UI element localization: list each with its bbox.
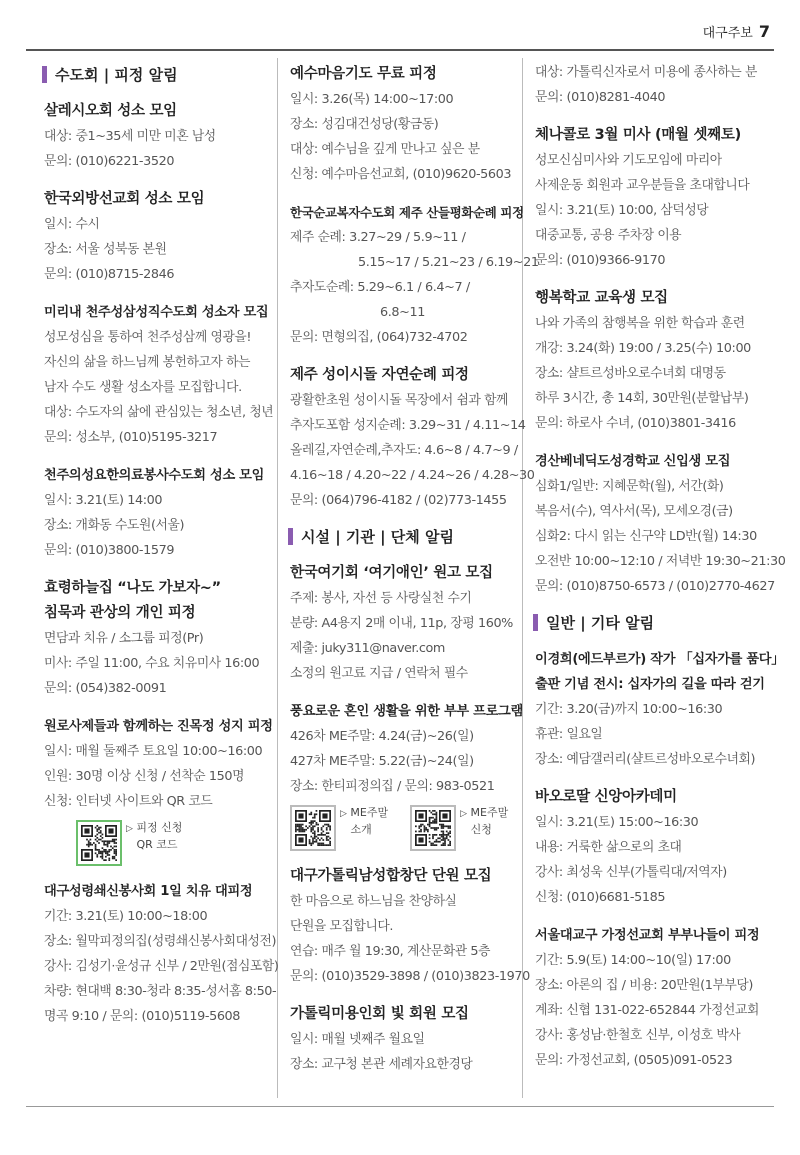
column-2 [290, 58, 539, 1090]
notice-line: 문의: 가정선교회, (0505)091-0523 [535, 1053, 733, 1068]
section-heading: 수도회 | 피정 알림 [44, 64, 282, 85]
notice-line: 기간: 5.9(토) 14:00~10(일) 17:00 [535, 953, 731, 968]
section-heading: 일반 | 기타 알림 [535, 612, 773, 633]
notice-line: 문의: (010)8715-2846 [44, 267, 175, 282]
section-bar-icon [533, 614, 538, 631]
notice-line: 대상: 가톨릭신자로서 미용에 종사하는 분 [535, 65, 757, 80]
notice-line: 일시: 매월 둘째주 토요일 10:00~16:00 [44, 744, 263, 759]
notice-item [535, 785, 773, 910]
notice-line: 문의: 성소부, (010)5195-3217 [44, 430, 218, 445]
notice-line: 장소: 한티피정의집 / 문의: 983-0521 [290, 779, 495, 794]
qr-label: ▷ ME주말 소개 [340, 806, 389, 836]
notice-title: 대구성령쇄신봉사회 1일 치유 대피정 [44, 884, 253, 899]
notice-line: 문의: (010)3529-3898 / (010)3823-1970 [290, 969, 530, 984]
notice-line: 단원을 모집합니다. [290, 919, 394, 934]
notice-line: 휴관: 일요일 [535, 727, 603, 742]
notice-line: 일시: 3.21(토) 14:00 [44, 493, 163, 508]
column-3 [535, 58, 786, 1086]
notice-line: 신청: 인터넷 사이트와 QR 코드 [44, 794, 213, 809]
notice-line: 문의: (010)6221-3520 [44, 154, 175, 169]
notice-line: 심화2: 다시 읽는 신구약 LD반(월) 14:30 [535, 529, 757, 544]
notice-line: 계좌: 신협 131-022-652844 가정선교회 [535, 1003, 759, 1018]
notice-title: 바오로딸 신앙아카데미 [535, 789, 677, 805]
notice-line: 주제: 봉사, 자선 등 사랑실천 수기 [290, 591, 472, 606]
notice-line: 개강: 3.24(화) 19:00 / 3.25(수) 10:00 [535, 341, 751, 356]
notice-title: 서울대교구 가정선교회 부부나들이 피정 [535, 928, 760, 943]
notice-line: 제출: juky311@naver.com [290, 641, 446, 656]
notice-line: 심화1/일반: 지혜문학(월), 서간(화) [535, 479, 724, 494]
notice-item [44, 879, 282, 1029]
notice-line: 대상: 중1~35세 미만 미혼 남성 [44, 129, 216, 144]
qr-code-icon[interactable] [290, 805, 336, 851]
qr-label: ▷ ME주말 신청 [460, 806, 509, 836]
notice-line: 4.16~18 / 4.20~22 / 4.24~26 / 4.28~30 [290, 468, 535, 483]
column-1 [44, 58, 282, 1042]
notice-line: 분량: A4용지 2매 이내, 11p, 장평 160% [290, 616, 513, 631]
notice-title: 한국순교복자수도회 제주 산들평화순례 피정 [290, 205, 524, 220]
notice-line: 장소: 월막피정의집(성령쇄신봉사회대성전) [44, 934, 277, 949]
notice-item [44, 187, 282, 287]
notice-line: 올레길,자연순례,추자도: 4.6~8 / 4.7~9 / [290, 443, 518, 458]
notice-line: 장소: 서울 성북동 본원 [44, 242, 167, 257]
notice-subtitle: 침묵과 관상의 개인 피정 [44, 605, 196, 621]
section-bar-icon [288, 528, 293, 545]
notice-line: 일시: 3.26(목) 14:00~17:00 [290, 92, 454, 107]
notice-item [44, 300, 282, 450]
notice-line: 문의: (010)8750-6573 / (010)2770-4627 [535, 579, 775, 594]
notice-line: 문의: (054)382-0091 [44, 681, 167, 696]
qr-code-icon[interactable] [410, 805, 456, 851]
notice-item [535, 923, 773, 1073]
notice-title: 대구가톨릭남성합창단 단원 모집 [290, 868, 492, 884]
notice-item [290, 363, 535, 513]
header-label [703, 22, 770, 41]
notice-line: 장소: 교구청 본관 세례자요한경당 [290, 1057, 473, 1072]
notice-line: 인원: 30명 이상 신청 / 선착순 150명 [44, 769, 245, 784]
qr-row [76, 820, 282, 866]
header-divider [26, 49, 774, 51]
notice-title: 미리내 천주성삼성직수도회 성소자 모집 [44, 305, 269, 320]
notice-line: 장소: 샬트르성바오로수녀회 대명동 [535, 366, 726, 381]
notice-line: 제주 순례: 3.27~29 / 5.9~11 / [290, 230, 466, 245]
notice-title: 풍요로운 혼인 생활을 위한 부부 프로그램 [290, 704, 523, 719]
notice-line: 대중교통, 공용 주차장 이용 [535, 228, 682, 243]
page-header [0, 0, 800, 52]
qr-code-icon[interactable] [76, 820, 122, 866]
notice-line: 장소: 아론의 집 / 비용: 20만원(1부부당) [535, 978, 753, 993]
notice-line: 연습: 매주 월 19:30, 계산문화관 5층 [290, 944, 491, 959]
notice-item [290, 62, 528, 187]
notice-line: 문의: (010)9366-9170 [535, 253, 666, 268]
notice-item [290, 561, 528, 686]
notice-item [290, 699, 528, 851]
notice-line: 강사: 김성기·윤성규 신부 / 2만원(점심포함) [44, 959, 279, 974]
page-number: 7 [758, 22, 770, 41]
notice-line: 차량: 현대백 8:30-청라 8:35-성서홈 8:50- [44, 984, 277, 999]
notice-line: 하루 3시간, 총 14회, 30만원(분할납부) [535, 391, 749, 406]
notice-line: 성모신심미사와 기도모임에 마리아 [535, 153, 722, 168]
notice-subtitle: 출판 기념 전시: 십자가의 길을 따라 걷기 [535, 677, 765, 692]
notice-line: 신청: (010)6681-5185 [535, 890, 666, 905]
notice-item [535, 449, 786, 599]
notice-line: 6.8~11 [380, 305, 425, 320]
notice-line: 장소: 성김대건성당(황금동) [290, 117, 439, 132]
notice-line: 남자 수도 생활 성소자를 모집합니다. [44, 380, 242, 395]
notice-line: 면담과 치유 / 소그룹 피정(Pr) [44, 631, 204, 646]
notice-title: 경산베네딕도성경학교 신입생 모집 [535, 454, 731, 469]
notice-item [535, 286, 773, 436]
notice-item [290, 1002, 528, 1077]
notice-line: 일시: 수시 [44, 217, 100, 232]
notice-line: 추자도포함 성지순례: 3.29~31 / 4.11~14 [290, 418, 526, 433]
notice-line: 사제운동 회원과 교우분들을 초대합니다 [535, 178, 750, 193]
notice-line: 자신의 삶을 하느님께 봉헌하고자 하는 [44, 355, 251, 370]
notice-line: 426차 ME주말: 4.24(금)~26(일) [290, 729, 474, 744]
notice-title: 가톨릭미용인회 빛 회원 모집 [290, 1006, 469, 1022]
notice-title: 이경희(에드부르가) 작가 「십자가를 품다」 [535, 652, 785, 667]
notice-line: 대상: 수도자의 삶에 관심있는 청소년, 청년 [44, 405, 274, 420]
notice-line: 미사: 주일 11:00, 수요 치유미사 16:00 [44, 656, 260, 671]
notice-title: 한국여기회 ‘여기애인’ 원고 모집 [290, 565, 493, 581]
notice-title: 효령하늘집 “나도 가보자~” [44, 580, 221, 596]
notice-line: 기간: 3.21(토) 10:00~18:00 [44, 909, 208, 924]
notice-line: 강사: 최성욱 신부(가톨릭대/저역자) [535, 865, 727, 880]
notice-line: 나와 가족의 참행복을 위한 학습과 훈련 [535, 316, 745, 331]
notice-item [535, 647, 785, 772]
notice-line: 5.15~17 / 5.21~23 / 6.19~21 [358, 255, 539, 270]
notice-line: 신청: 예수마음선교회, (010)9620-5603 [290, 167, 512, 182]
publication-title: 대구주보 [702, 26, 753, 41]
notice-item [535, 60, 773, 110]
notice-line: 광활한초원 성이시돌 목장에서 쉼과 함께 [290, 393, 509, 408]
notice-line: 문의: 면형의집, (064)732-4702 [290, 330, 468, 345]
notice-title: 한국외방선교회 성소 모임 [44, 191, 205, 207]
notice-line: 일시: 매월 넷째주 월요일 [290, 1032, 425, 1047]
notice-line: 문의: 하로사 수녀, (010)3801-3416 [535, 416, 736, 431]
qr-label: ▷ 피정 신청 QR 코드 [126, 821, 183, 851]
notice-item [290, 864, 528, 989]
notice-line: 기간: 3.20(금)까지 10:00~16:30 [535, 702, 723, 717]
notice-line: 427차 ME주말: 5.22(금)~24(일) [290, 754, 474, 769]
qr-row [290, 805, 528, 851]
notice-line: 일시: 3.21(토) 15:00~16:30 [535, 815, 699, 830]
notice-item [535, 123, 773, 273]
notice-line: 내용: 거룩한 삶으로의 초대 [535, 840, 682, 855]
footer-divider [26, 1106, 774, 1107]
notice-item [290, 200, 539, 350]
notice-line: 오전반 10:00~12:10 / 저녁반 19:30~21:30 [535, 554, 786, 569]
notice-line: 복음서(수), 역사서(목), 모세오경(금) [535, 504, 733, 519]
notice-line: 한 마음으로 하느님을 찬양하실 [290, 894, 457, 909]
notice-title: 제주 성이시돌 자연순례 피정 [290, 367, 469, 383]
notice-line: 문의: (010)3800-1579 [44, 543, 175, 558]
section-heading: 시설 | 기관 | 단체 알림 [290, 526, 528, 547]
notice-line: 장소: 예담갤러리(샬트르성바오로수녀회) [535, 752, 756, 767]
section-bar-icon [42, 66, 47, 83]
notice-line: 강사: 홍성남·한철호 신부, 이성호 박사 [535, 1028, 741, 1043]
notice-title: 예수마음기도 무료 피정 [290, 66, 437, 82]
notice-title: 행복학교 교육생 모집 [535, 290, 668, 306]
notice-line: 문의: (064)796-4182 / (02)773-1455 [290, 493, 507, 508]
notice-title: 천주의성요한의료봉사수도회 성소 모임 [44, 468, 265, 483]
notice-line: 추자도순례: 5.29~6.1 / 6.4~7 / [290, 280, 470, 295]
notice-line: 성모성심을 통하여 천주성삼께 영광을! [44, 330, 252, 345]
notice-line: 일시: 3.21(토) 10:00, 삼덕성당 [535, 203, 709, 218]
notice-line: 명곡 9:10 / 문의: (010)5119-5608 [44, 1009, 241, 1024]
notice-item [44, 576, 282, 701]
notice-line: 장소: 개화동 수도원(서울) [44, 518, 185, 533]
notice-item [44, 714, 282, 866]
notice-title: 살레시오회 성소 모임 [44, 103, 177, 119]
notice-item [44, 99, 282, 174]
notice-line: 대상: 예수님을 깊게 만나고 싶은 분 [290, 142, 480, 157]
notice-title: 원로사제들과 함께하는 진목정 성지 피정 [44, 719, 273, 734]
notice-line: 문의: (010)8281-4040 [535, 90, 666, 105]
notice-item [44, 463, 282, 563]
notice-line: 소정의 원고료 지급 / 연락처 필수 [290, 666, 468, 681]
notice-title: 체나콜로 3월 미사 (매월 셋째토) [535, 127, 741, 143]
